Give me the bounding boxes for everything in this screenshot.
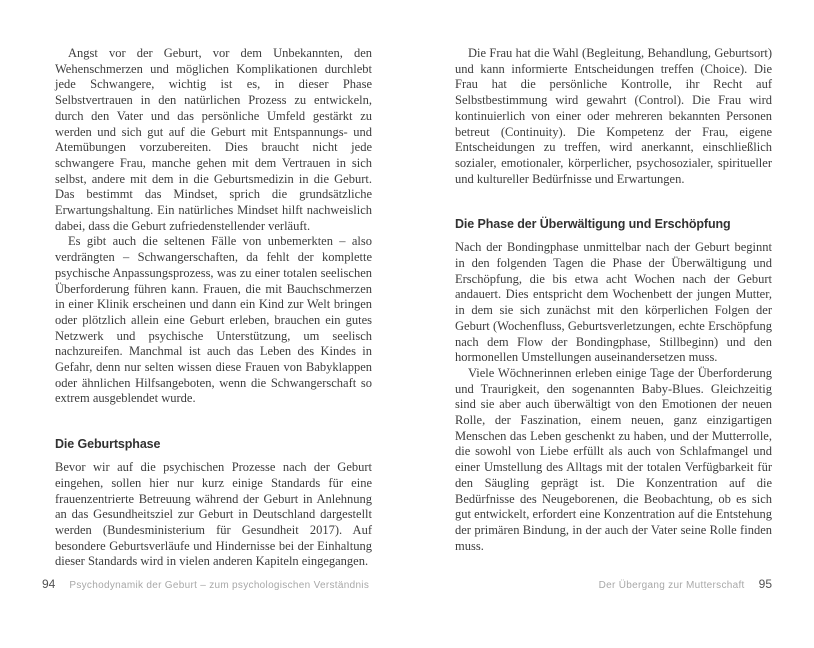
left-page-number: 94 xyxy=(42,577,56,591)
left-page xyxy=(55,46,372,570)
left-paragraph-2: Es gibt auch die seltenen Fälle von unbemerkten – also verdrängten – Schwangerschaften, da fehlt der komplette psychische Anpassungsprozess, was zu einer totalen seelischen Überforderung führen kann. Frauen, die mit Bauchschmerzen in einer Klinik erscheinen und dann ein Kind zur Welt bringen oder plötzlich allein eine Geburt erleben, brauchen ein gutes Netzwerk und psychische Unterstützung, um seelisch nachzureifen. Manchmal ist auch das Leben des Kindes in Gefahr, denn nur selten wissen diese Frauen von Babyklappen oder ähnlichen Hilfsangeboten, wenn die Schwangerschaft so extrem ausgeblendet wurde. xyxy=(55,234,372,406)
right-paragraph-1: Die Frau hat die Wahl (Begleitung, Behandlung, Geburtsort) und kann informierte Entscheidungen treffen (Choice). Die Frau hat die persönliche Kontrolle, ihr Recht auf Selbstbestimmung wird gewahrt (Control). Die Frau wird kontinuierlich von einer oder mehreren bekannten Personen betreut (Continuity). Die Kompetenz der Frau, eigene Entscheidungen zu treffen, wird anerkannt, einschließlich sozialer, emotionaler, körperlicher, psychosozialer, spiritueller und kultureller Bedürfnisse und Erwartungen. xyxy=(455,46,772,186)
left-paragraph-1: Angst vor der Geburt, vor dem Unbekannten, den Wehenschmerzen und möglichen Komplikationen durchlebt jede Schwangere, wichtig ist es, in dieser Phase Selbstvertrauen in den natürlichen Prozess zu entwickeln, durch den Vater und das persönliche Umfeld gestärkt zu werden und sich gut auf die Geburt mit Entspannungs- und Atemübungen vorzubereiten. Dies braucht nicht jede schwangere Frau, manche gehen mit dem Vertrauen in sich selbst, andere mit dem in die Geburtsmedizin in die Geburt. Das bestimmt das Mindset, sprich die grundsätzliche Erwartungshaltung. Ein natürliches Mindset hilft nachweislich dabei, dass die Geburt zufriedenstellender verläuft. xyxy=(55,46,372,233)
left-running-title: Psychodynamik der Geburt – zum psychologischen Verständnis xyxy=(69,580,370,591)
right-running-title: Der Übergang zur Mutterschaft xyxy=(598,580,745,591)
left-page-footer xyxy=(42,577,369,591)
left-section-heading: Die Geburtsphase xyxy=(55,437,161,452)
right-paragraph-3: Viele Wöchnerinnen erleben einige Tage der Überforderung und Traurigkeit, den sogenannten Baby-Blues. Gleichzeitig sind sie aber auch überwältigt von den Emotionen der neuen Rolle, der Faszination, einem neuen, ganz einzigartigen Menschen das Leben geschenkt zu haben, und der Mutterrolle, die sowohl von Liebe erfüllt als auch von Schlafmangel und einer Umstellung des Alltags mit der totalen Verfügbarkeit für den Säugling geprägt ist. Die Konzentration auf die Bedürfnisse des Neugeborenen, die Beobachtung, ob es sich gut entwickelt, erfordert eine Konzentration auf die Entstehung der primären Bindung, in der auch der Vater seine Rolle finden muss. xyxy=(455,365,772,553)
left-paragraph-3: Bevor wir auf die psychischen Prozesse nach der Geburt eingehen, sollen hier nur kurz einige Standards für eine frauenzentrierte Betreuung während der Geburt in Anlehnung an das Gesundheitsziel zur Geburt in Deutschland dargestellt werden (Bundesministerium für Gesundheit 2017). Auf besondere Geburtsverläufe und Hindernisse bei der Einhaltung dieser Standards wird in vielen anderen Kapiteln eingegangen. xyxy=(55,460,372,569)
right-page-footer xyxy=(599,577,772,591)
right-page xyxy=(455,46,772,554)
right-paragraph-2: Nach der Bondingphase unmittelbar nach der Geburt beginnt in den folgenden Tagen die Phase der Überwältigung und Erschöpfung, die bis etwa acht Wochen nach der Geburt andauert. Dies entspricht dem Wochenbett der jungen Mutter, in dem sie sich zunächst mit den körperlichen Folgen der Geburt (Wochenfluss, Geburtsverletzungen, echte Erschöpfung nach dem Flow der Bondingphase, Stillbeginn) und den hormonellen Umstellungen auseinandersetzen muss. xyxy=(455,240,772,365)
right-section-heading: Die Phase der Überwältigung und Erschöpfung xyxy=(455,217,731,232)
right-page-number: 95 xyxy=(758,577,772,591)
